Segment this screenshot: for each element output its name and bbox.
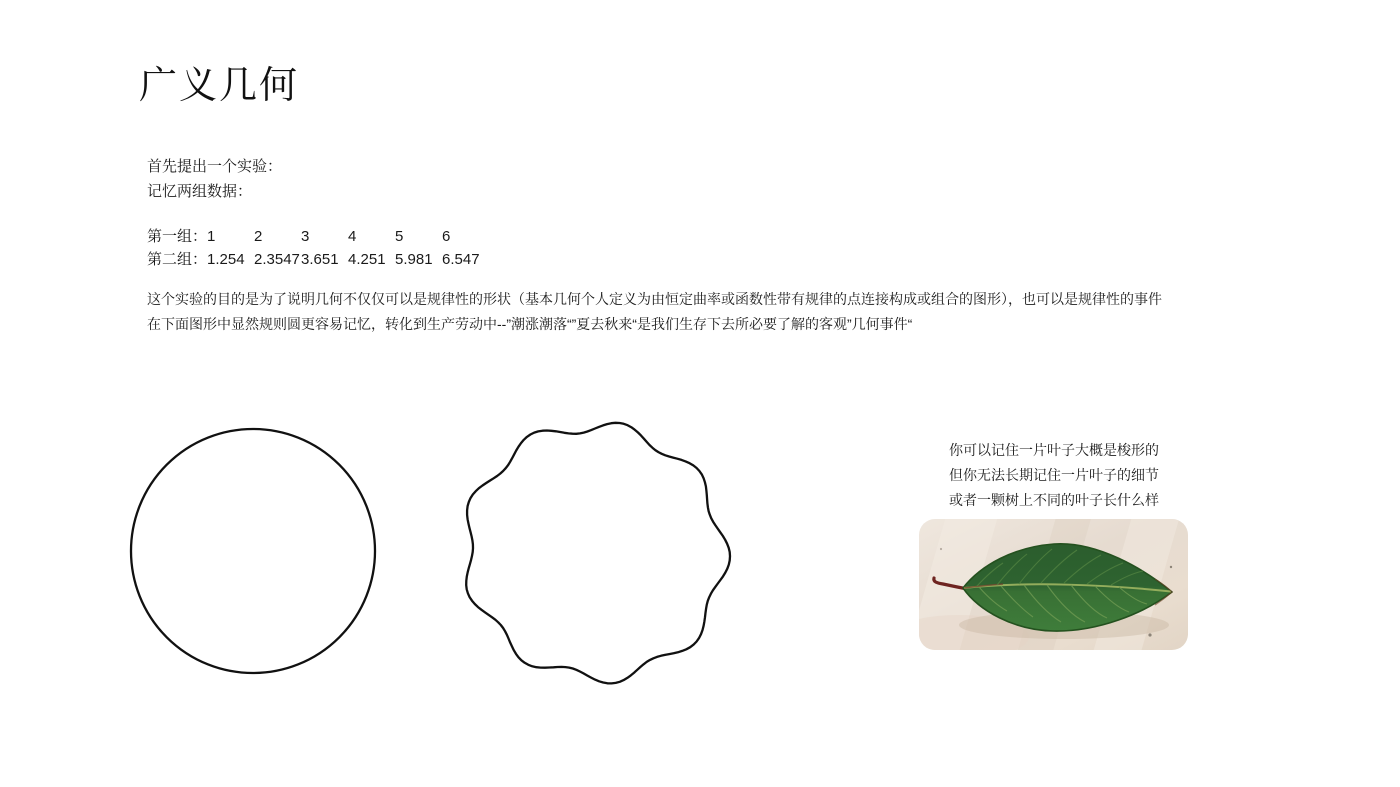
irregular-curve	[466, 423, 730, 684]
dataset-value: 1	[207, 228, 216, 245]
leaf-note-line-2: 但你无法长期记住一片叶子的细节	[949, 467, 1159, 483]
dataset-value: 2	[254, 228, 263, 245]
intro-text	[147, 154, 282, 204]
leaf-note-line-3: 或者一颗树上不同的叶子长什么样	[949, 492, 1159, 508]
dataset-value: 1.254	[207, 251, 245, 268]
leaf-photo	[919, 519, 1188, 650]
explanation-paragraph	[147, 287, 1162, 337]
dataset-label: 第一组：	[147, 228, 208, 245]
dataset-value: 5	[395, 228, 404, 245]
leaf-note	[908, 438, 1200, 513]
dataset-value: 4.251	[348, 251, 386, 268]
dataset-value: 6.547	[442, 251, 480, 268]
dataset-table	[147, 225, 480, 271]
dataset-value: 5.981	[395, 251, 433, 268]
dataset-label: 第二组：	[147, 251, 208, 268]
dataset-value: 2.3547	[254, 251, 300, 268]
dataset-row-group1	[147, 225, 480, 248]
page-title: 广义几何	[139, 65, 300, 107]
irregular-figure	[457, 413, 733, 689]
dataset-value: 3	[301, 228, 310, 245]
leaf-photo-image	[919, 519, 1188, 650]
intro-line-2: 记忆两组数据：	[147, 183, 253, 200]
dataset-row-group2	[147, 248, 480, 271]
paragraph-line-1: 这个实验的目的是为了说明几何不仅仅可以是规律性的形状（基本几何个人定义为由恒定曲率或函数性带有规律的点连接构成或组合的图形），也可以是规律性的事件	[147, 291, 1162, 307]
leaf-note-line-1: 你可以记住一片叶子大概是梭形的	[949, 442, 1159, 458]
paragraph-line-2: 在下面图形中显然规则圆更容易记忆，转化到生产劳动中--”潮涨潮落“”夏去秋来“是我们生存下去所必要了解的客观”几何事件“	[147, 316, 913, 332]
circle-figure	[127, 424, 379, 676]
dataset-value: 3.651	[301, 251, 339, 268]
circle-shape	[131, 429, 375, 673]
dataset-value: 4	[348, 228, 357, 245]
intro-line-1: 首先提出一个实验：	[147, 158, 283, 175]
dataset-value: 6	[442, 228, 451, 245]
